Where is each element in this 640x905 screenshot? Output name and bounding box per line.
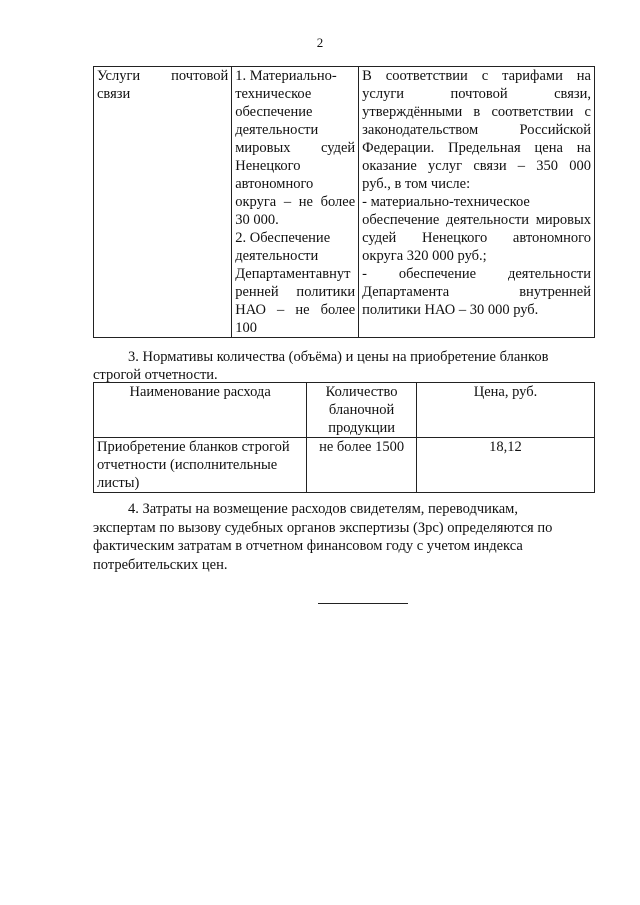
description-line: - обеспечение деятельности <box>362 266 591 282</box>
postal-services-table <box>93 66 595 338</box>
norms-line: деятельности <box>235 248 319 264</box>
table-row <box>94 67 595 338</box>
norms-line: 2. Обеспечение <box>235 230 331 246</box>
expense-line: Приобретение бланков строгой <box>97 439 290 455</box>
norms-line: техническое <box>235 86 312 102</box>
expense-line: отчетности (исполнительные <box>97 457 278 473</box>
norms-line: деятельности <box>235 122 319 138</box>
norms-line: Ненецкого <box>235 158 301 174</box>
description-line: округа 320 000 руб.; <box>362 248 487 264</box>
description-line: Федерации. Предельная цена на <box>362 140 591 156</box>
norms-line: мировых судей <box>235 140 356 156</box>
description-line: утверждёнными в соответствии с <box>362 104 591 120</box>
description-line: оказание услуг связи – 350 000 <box>362 158 591 174</box>
strict-reporting-forms-table <box>93 382 595 493</box>
service-name-cell <box>94 67 232 338</box>
header-expense: Наименование расхода <box>94 383 307 438</box>
table-row <box>94 438 595 493</box>
header-quantity <box>307 383 417 438</box>
description-line: - материально-техническое <box>362 194 530 210</box>
description-line: Департамента внутренней <box>362 284 591 300</box>
section-3-line: 3. Нормативы количества (объёма) и цены на приобретение бланков <box>128 349 549 365</box>
description-line: законодательством Российской <box>362 122 591 138</box>
description-line: В соответствии с тарифами на <box>362 68 591 84</box>
service-name-line: связи <box>97 86 131 102</box>
description-line: руб., в том числе: <box>362 176 471 192</box>
description-line: услуги почтовой связи, <box>362 86 591 102</box>
description-line: обеспечение деятельности мировых <box>362 212 591 228</box>
section-4-line: фактическим затратам в отчетном финансовом году с учетом индекса <box>93 538 523 554</box>
quantity-cell: не более 1500 <box>307 438 417 493</box>
section-4-line: 4. Затраты на возмещение расходов свидетелям, переводчикам, <box>128 501 518 517</box>
header-quantity-line: продукции <box>328 420 395 436</box>
norms-line: Департаментавнут <box>235 266 351 282</box>
norms-line: округа – не более <box>235 194 356 210</box>
norms-line: автономного <box>235 176 314 192</box>
norms-line: 1. Материально- <box>235 68 337 84</box>
description-line: судей Ненецкого автономного <box>362 230 591 246</box>
norms-line: обеспечение <box>235 104 313 120</box>
section-4-paragraph <box>93 500 595 574</box>
section-3-line: строгой отчетности. <box>93 367 218 383</box>
description-line: политики НАО – 30 000 руб. <box>362 302 539 318</box>
header-quantity-line: бланочной <box>328 402 395 418</box>
section-4-line: экспертам по вызову судебных органов экспертизы (Зрс) определяются по <box>93 519 553 536</box>
price-cell: 18,12 <box>416 438 594 493</box>
norms-cell <box>232 67 359 338</box>
page-number: 2 <box>316 35 324 50</box>
header-price: Цена, руб. <box>416 383 594 438</box>
expense-cell <box>94 438 307 493</box>
section-4-line: потребительских цен. <box>93 556 228 573</box>
expense-line: листы) <box>97 475 140 491</box>
section-3-paragraph <box>93 348 595 384</box>
norms-line: НАО – не более <box>235 302 356 318</box>
norms-line: 30 000. <box>235 212 279 228</box>
table-header-row <box>94 383 595 438</box>
description-cell <box>359 67 595 338</box>
norms-line: ренней политики <box>235 284 356 300</box>
service-name-line: Услуги почтовой <box>97 68 229 84</box>
norms-line: 100 <box>235 320 257 336</box>
end-divider <box>318 603 408 604</box>
header-quantity-line: Количество <box>325 384 398 400</box>
